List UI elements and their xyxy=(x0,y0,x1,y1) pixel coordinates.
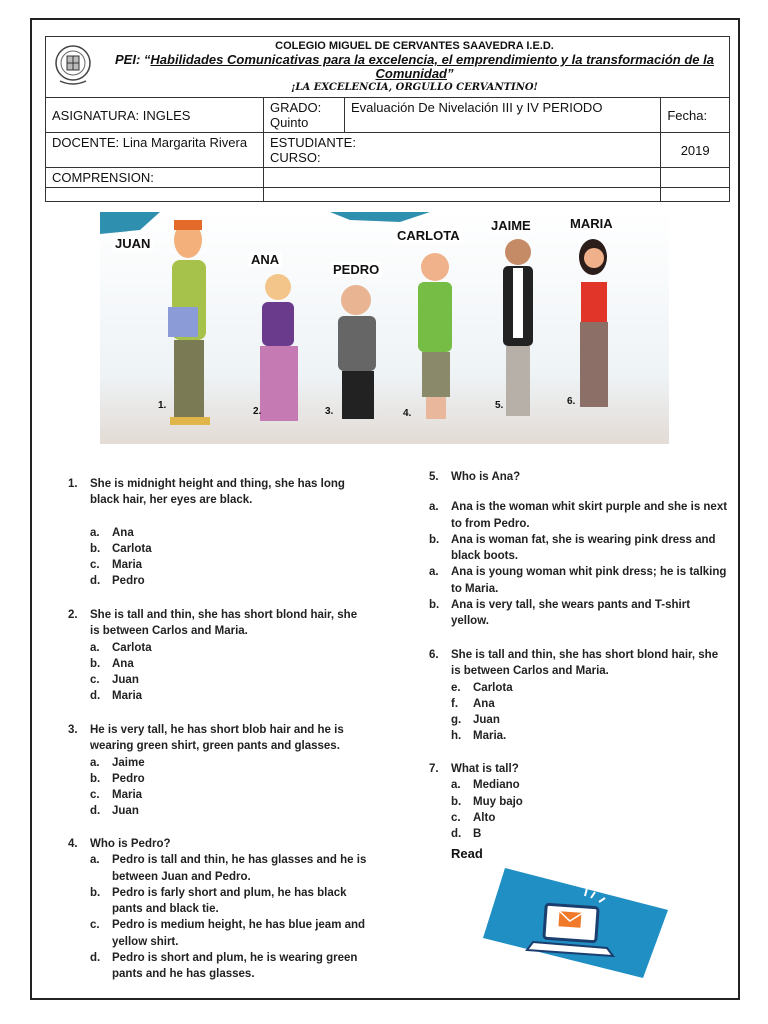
question-7: 7. What is tall? a. Mediano b. Muy bajo c. Alto d. B xyxy=(429,761,729,842)
read-label: Read xyxy=(451,846,483,861)
blank-row-cell-2 xyxy=(264,188,661,202)
option-item[interactable]: c. Juan xyxy=(90,674,139,687)
option-item[interactable]: d. B xyxy=(451,828,482,841)
option-item[interactable]: d. Maria xyxy=(90,690,143,703)
label-juan: JUAN xyxy=(112,236,153,251)
option-item[interactable]: a. Carlota xyxy=(90,641,152,654)
option-item[interactable]: b. Ana xyxy=(90,657,134,670)
characters-illustration xyxy=(100,212,669,444)
option-item[interactable]: a. Jaime xyxy=(90,756,145,769)
figure-number: 6. xyxy=(567,396,576,407)
option-item[interactable]: c. Alto xyxy=(451,811,496,824)
option-item[interactable]: a. Ana xyxy=(90,526,134,539)
label-ana: ANA xyxy=(248,252,282,267)
year-cell: 2019 xyxy=(661,133,730,168)
teacher-cell: DOCENTE: Lina Margarita Rivera xyxy=(46,133,264,168)
question-5: 5. Who is Ana? a. Ana is the woman whit skirt purple and she is next to from Pedro. b. Ana is woman fat, she is wearing pink dress and black boots. a. Ana is young woman whit pink dress; he is talking to Maria. b. Ana is very tall, she wears pants and T-shirt yellow. xyxy=(429,469,729,630)
school-name: COLEGIO MIGUEL DE CERVANTES SAAVEDRA I.E.D. xyxy=(275,40,554,52)
question-2: 2. She is tall and thin, she has short blond hair, she is between Carlos and Maria. a. Carlota b. Ana c. Juan d. Maria xyxy=(68,607,368,705)
option-item[interactable]: h. Maria. xyxy=(451,730,507,743)
blank-row-cell xyxy=(46,188,264,202)
option-item[interactable]: a. Ana is young woman whit pink dress; he is talking to Maria. xyxy=(429,566,727,595)
option-item[interactable]: b. Pedro xyxy=(90,772,145,785)
question-1: 1. She is midnight height and thing, she has long black hair, her eyes are black. a. Ana b. Carlota c. Maria d. Pedro xyxy=(68,476,368,590)
option-item[interactable]: a. Ana is the woman whit skirt purple and she is next to from Pedro. xyxy=(429,501,728,530)
subject-cell: ASIGNATURA: INGLES xyxy=(46,98,264,133)
student-cell: ESTUDIANTE: CURSO: xyxy=(264,133,661,168)
label-carlota: CARLOTA xyxy=(394,228,463,243)
label-maria: MARIA xyxy=(567,216,616,231)
header-table xyxy=(45,36,730,202)
grade-cell: GRADO: Quinto xyxy=(264,98,345,133)
date-cell: Fecha: xyxy=(661,98,730,133)
evaluation-cell: Evaluación De Nivelación III y IV PERIODO xyxy=(345,98,661,133)
option-item[interactable]: a. Pedro is tall and thin, he has glasses and he is between Juan and Pedro. xyxy=(90,854,367,883)
figure-number: 5. xyxy=(495,400,504,411)
question-3: 3. He is very tall, he has short blob hair and he is wearing green shirt, green pants and glasses. a. Jaime b. Pedro c. Maria d. Juan xyxy=(68,722,368,820)
option-item[interactable]: b. Ana is woman fat, she is wearing pink dress and black boots. xyxy=(429,533,716,563)
option-item[interactable]: d. Pedro is short and plum, he is wearing green pants and he has glasses. xyxy=(90,952,358,981)
option-item[interactable]: c. Pedro is medium height, he has blue jeam and yellow shirt. xyxy=(90,919,366,948)
option-item[interactable]: c. Maria xyxy=(90,559,143,572)
option-item[interactable]: e. Carlota xyxy=(451,681,513,694)
option-item[interactable]: d. Juan xyxy=(90,805,139,818)
option-item[interactable]: c. Maria xyxy=(90,789,143,802)
people-figures-icon xyxy=(100,212,669,444)
question-4: 4. Who is Pedro? a. Pedro is tall and thin, he has glasses and he is between Juan and Pedro. b. Pedro is farly short and plum, he has black pants and black tie. c. Pedro is medium height, he has blue jeam and yellow shirt. d. Pedro is short and plum, he is wearing green pants and he has glasses. xyxy=(68,836,368,983)
question-6: 6. She is tall and thin, she has short blond hair, she is between Carlos and Maria. e. Carlota f. Ana g. Juan h. Maria. xyxy=(429,647,729,745)
figure-number: 1. xyxy=(158,400,167,411)
blank-cell-2 xyxy=(661,168,730,188)
label-pedro: PEDRO xyxy=(330,262,382,277)
school-motto: ¡LA EXCELENCIA, ORGULLO CERVANTINO! xyxy=(291,82,538,93)
option-item[interactable]: a. Mediano xyxy=(451,779,520,792)
blank-cell xyxy=(264,168,661,188)
label-jaime: JAIME xyxy=(488,218,534,233)
figure-number: 3. xyxy=(325,406,334,417)
option-item[interactable]: b. Ana is very tall, she wears pants and T-shirt yellow. xyxy=(429,599,691,628)
blank-row-cell-3 xyxy=(661,188,730,202)
option-item[interactable]: d. Pedro xyxy=(90,575,145,588)
laptop-email-icon xyxy=(483,868,668,978)
figure-number: 2. xyxy=(253,406,262,417)
option-item[interactable]: f. Ana xyxy=(451,697,495,710)
figure-number: 4. xyxy=(403,408,412,419)
comprehension-cell: COMPRENSION: xyxy=(46,168,264,188)
option-item[interactable]: b. Muy bajo xyxy=(451,795,523,808)
option-item[interactable]: b. Carlota xyxy=(90,542,152,555)
option-item[interactable]: g. Juan xyxy=(451,714,500,727)
school-title-cell xyxy=(46,37,730,98)
pei-line: PEI: “Habilidades Comunicativas para la excelencia, el emprendimiento y la transformación de la Comunidad” xyxy=(115,52,714,81)
school-crest-icon xyxy=(54,43,92,87)
option-item[interactable]: b. Pedro is farly short and plum, he has black pants and black tie. xyxy=(90,886,347,916)
